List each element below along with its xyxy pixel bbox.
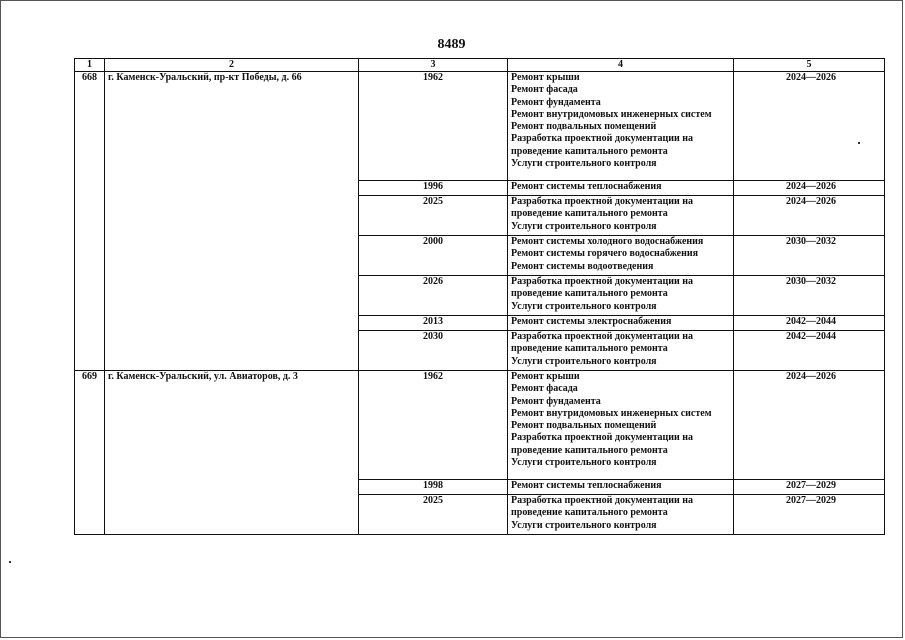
work-item: Ремонт системы электроснабжения <box>511 316 672 327</box>
year-cell: 1962 <box>359 371 508 480</box>
work-item: Разработка проектной документации на <box>511 133 694 145</box>
works-cell <box>508 72 734 181</box>
works-cell <box>508 480 734 495</box>
work-item: Разработка проектной документации на <box>511 196 694 207</box>
year-cell: 2030 <box>359 331 508 371</box>
work-item: Разработка проектной документации на <box>511 495 694 506</box>
work-item: Ремонт системы горячего водоснабжения <box>511 248 699 260</box>
table-row <box>75 371 885 480</box>
table-header <box>75 59 885 72</box>
column-header: 4 <box>508 59 734 72</box>
work-item: Ремонт подвальных помещений <box>511 420 657 432</box>
table-row <box>75 72 885 181</box>
building-address: г. Каменск-Уральский, пр-кт Победы, д. 66 <box>105 72 359 371</box>
work-item: Разработка проектной документации на <box>511 432 694 444</box>
term-cell: 2042—2044 <box>734 331 885 371</box>
term-cell: 2030—2032 <box>734 236 885 276</box>
year-cell: 1998 <box>359 480 508 495</box>
work-item: Ремонт крыши <box>511 72 580 83</box>
works-cell <box>508 236 734 276</box>
column-header: 3 <box>359 59 508 72</box>
building-number: 668 <box>75 72 105 371</box>
term-cell: 2042—2044 <box>734 316 885 331</box>
scan-speck <box>9 561 11 563</box>
term-cell: 2027—2029 <box>734 495 885 535</box>
work-item: Ремонт системы теплоснабжения <box>511 480 662 491</box>
table-body <box>75 72 885 535</box>
works-cell <box>508 331 734 371</box>
work-item: Разработка проектной документации на <box>511 331 694 342</box>
capital-repair-table <box>74 58 885 535</box>
term-cell: 2030—2032 <box>734 276 885 316</box>
work-item: Ремонт внутридомовых инженерных систем <box>511 108 712 120</box>
year-cell: 2026 <box>359 276 508 316</box>
term-cell: 2024—2026 <box>734 371 885 480</box>
year-cell: 1996 <box>359 181 508 196</box>
work-item: проведение капитального ремонта <box>511 444 668 456</box>
works-cell <box>508 495 734 535</box>
work-item: проведение капитального ремонта <box>511 208 668 220</box>
year-cell: 2025 <box>359 196 508 236</box>
year-cell: 1962 <box>359 72 508 181</box>
work-item: проведение капитального ремонта <box>511 343 668 355</box>
work-item: проведение капитального ремонта <box>511 145 668 157</box>
work-item: Услуги строительного контроля <box>511 158 657 170</box>
year-cell: 2025 <box>359 495 508 535</box>
work-item: Услуги строительного контроля <box>511 300 657 312</box>
year-cell: 2013 <box>359 316 508 331</box>
works-cell <box>508 276 734 316</box>
works-cell <box>508 181 734 196</box>
building-address: г. Каменск-Уральский, ул. Авиаторов, д. 3 <box>105 371 359 535</box>
works-cell <box>508 371 734 480</box>
work-item: Ремонт подвальных помещений <box>511 121 657 133</box>
work-item: Ремонт крыши <box>511 371 580 382</box>
work-item: Услуги строительного контроля <box>511 519 657 531</box>
work-item: Услуги строительного контроля <box>511 355 657 367</box>
work-item: Услуги строительного контроля <box>511 457 657 469</box>
column-header: 1 <box>75 59 105 72</box>
work-item: Ремонт фасада <box>511 383 578 395</box>
work-item: Разработка проектной документации на <box>511 276 694 287</box>
work-item: Ремонт фундамента <box>511 395 601 407</box>
works-cell <box>508 316 734 331</box>
work-item: Услуги строительного контроля <box>511 220 657 232</box>
term-cell: 2024—2026 <box>734 196 885 236</box>
term-cell: 2024—2026 <box>734 181 885 196</box>
work-item: проведение капитального ремонта <box>511 507 668 519</box>
column-header: 5 <box>734 59 885 72</box>
header-row <box>75 59 885 72</box>
work-item: проведение капитального ремонта <box>511 288 668 300</box>
column-header: 2 <box>105 59 359 72</box>
work-item: Ремонт системы водоотведения <box>511 260 654 272</box>
page-number: 8489 <box>437 37 466 52</box>
term-cell: 2027—2029 <box>734 480 885 495</box>
work-item: Ремонт системы теплоснабжения <box>511 181 662 192</box>
work-item: Ремонт фасада <box>511 84 578 96</box>
building-number: 669 <box>75 371 105 535</box>
work-item: Ремонт внутридомовых инженерных систем <box>511 407 712 419</box>
works-cell <box>508 196 734 236</box>
work-item: Ремонт фундамента <box>511 96 601 108</box>
term-cell: 2024—2026 <box>734 72 885 181</box>
year-cell: 2000 <box>359 236 508 276</box>
work-item: Ремонт системы холодного водоснабжения <box>511 236 704 247</box>
